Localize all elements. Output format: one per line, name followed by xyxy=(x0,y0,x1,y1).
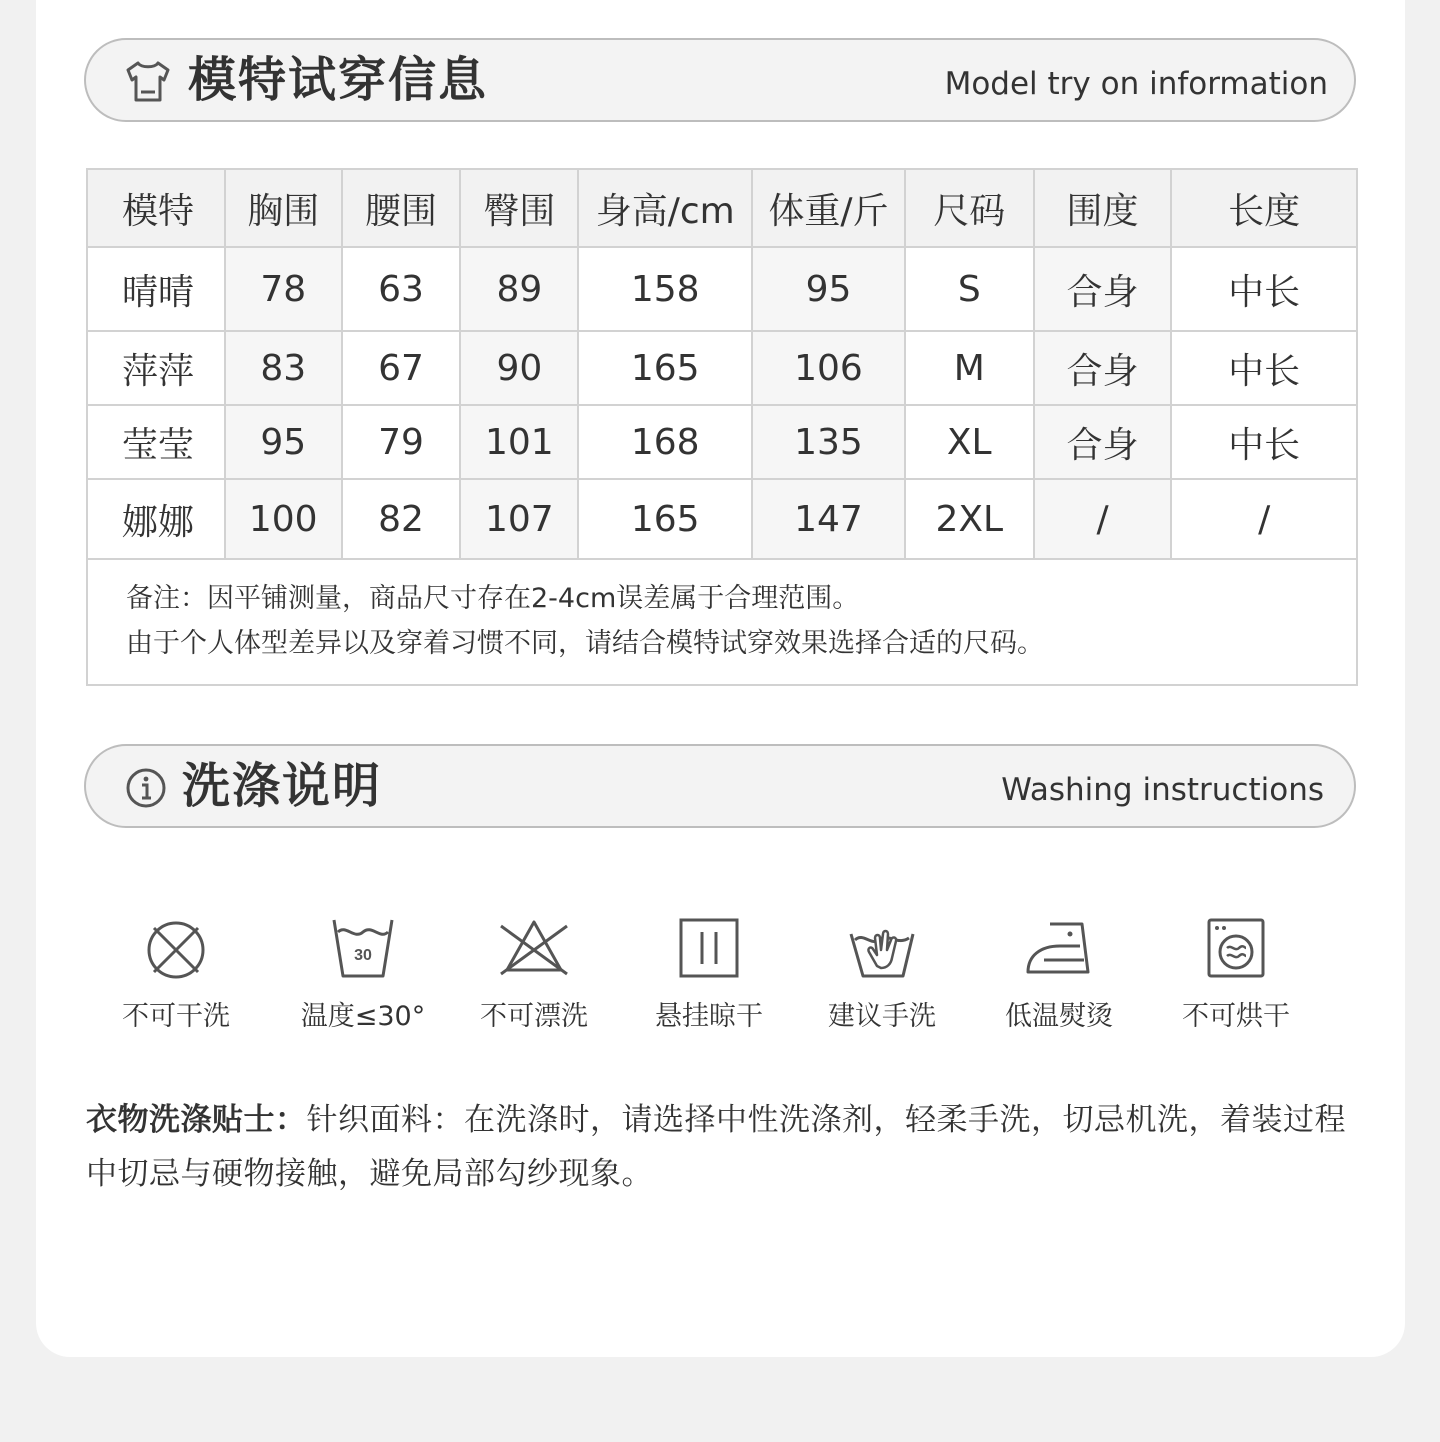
table-cell: 中长 xyxy=(1171,331,1357,405)
table-cell: 106 xyxy=(752,331,905,405)
wash-title: 洗涤说明 xyxy=(182,758,383,814)
note-line-1: 备注：因平铺测量，商品尺寸存在2-4cm误差属于合理范围。 xyxy=(126,583,860,614)
header-cell: 长度 xyxy=(1171,169,1357,247)
table-row xyxy=(87,405,1357,479)
table-cell: 95 xyxy=(225,405,342,479)
table-cell: 147 xyxy=(752,479,905,559)
wash-item xyxy=(454,912,614,1034)
wash-tips xyxy=(86,1093,1376,1201)
table-cell: 168 xyxy=(578,405,752,479)
wash-item xyxy=(629,912,789,1034)
table-cell: 79 xyxy=(342,405,461,479)
table-cell: 2XL xyxy=(905,479,1034,559)
model-info-subtitle: Model try on information xyxy=(944,66,1328,102)
table-cell: 165 xyxy=(578,479,752,559)
tips-text: 针织面料：在洗涤时，请选择中性洗涤剂，轻柔手洗，切忌机洗，着装过程中切忌与硬物接触，避免局部勾纱现象。 xyxy=(86,1102,1346,1192)
table-cell: 83 xyxy=(225,331,342,405)
table-cell: 158 xyxy=(578,247,752,331)
table-cell: M xyxy=(905,331,1034,405)
table-cell: 67 xyxy=(342,331,461,405)
wash-item xyxy=(1156,912,1316,1034)
table-cell: 合身 xyxy=(1034,247,1172,331)
wash-item xyxy=(979,912,1139,1034)
model-size-table xyxy=(86,168,1358,560)
wash-temp-label: 30 xyxy=(354,947,372,964)
table-row xyxy=(87,479,1357,559)
header-cell: 身高/cm xyxy=(578,169,752,247)
table-cell: 107 xyxy=(460,479,578,559)
wash-item xyxy=(802,912,962,1034)
table-row xyxy=(87,331,1357,405)
table-row xyxy=(87,247,1357,331)
info-icon xyxy=(124,766,170,810)
table-header-row xyxy=(87,169,1357,247)
wash-label: 低温熨烫 xyxy=(1005,1001,1113,1032)
table-cell: / xyxy=(1034,479,1172,559)
table-cell: XL xyxy=(905,405,1034,479)
wash-label: 不可漂洗 xyxy=(480,1001,588,1032)
wash-label: 建议手洗 xyxy=(828,1001,936,1032)
table-cell: 萍萍 xyxy=(87,331,225,405)
wash-header xyxy=(84,744,1356,828)
table-cell: 莹莹 xyxy=(87,405,225,479)
wash-icons-row xyxy=(0,912,1440,1042)
model-info-header xyxy=(84,38,1356,122)
header-cell: 尺码 xyxy=(905,169,1034,247)
note-line-2: 由于个人体型差异以及穿着习惯不同，请结合模特试穿效果选择合适的尺码。 xyxy=(126,628,1044,659)
header-cell: 模特 xyxy=(87,169,225,247)
model-info-title: 模特试穿信息 xyxy=(188,52,489,108)
hand-wash-icon xyxy=(847,912,917,982)
table-cell: 90 xyxy=(460,331,578,405)
table-cell: 合身 xyxy=(1034,405,1172,479)
table-cell: 中长 xyxy=(1171,247,1357,331)
tshirt-icon xyxy=(124,60,170,104)
table-cell: / xyxy=(1171,479,1357,559)
wash-label: 温度≤30° xyxy=(300,1001,426,1032)
table-cell: 娜娜 xyxy=(87,479,225,559)
table-cell: 晴晴 xyxy=(87,247,225,331)
table-cell: 82 xyxy=(342,479,461,559)
table-cell: 165 xyxy=(578,331,752,405)
table-cell: 78 xyxy=(225,247,342,331)
table-cell: 合身 xyxy=(1034,331,1172,405)
wash-item xyxy=(96,912,256,1034)
wash-label: 不可烘干 xyxy=(1182,1001,1290,1032)
wash-30-icon xyxy=(328,912,398,982)
no-dry-clean-icon xyxy=(141,912,211,982)
table-cell: 100 xyxy=(225,479,342,559)
wash-label: 不可干洗 xyxy=(122,1001,230,1032)
header-cell: 围度 xyxy=(1034,169,1172,247)
header-cell: 臀围 xyxy=(460,169,578,247)
table-cell: 101 xyxy=(460,405,578,479)
table-cell: 89 xyxy=(460,247,578,331)
wash-item xyxy=(283,912,443,1034)
table-cell: 135 xyxy=(752,405,905,479)
no-tumble-dry-icon xyxy=(1201,912,1271,982)
table-note xyxy=(86,558,1358,686)
tips-label: 衣物洗涤贴士： xyxy=(86,1102,307,1138)
low-iron-icon xyxy=(1024,912,1094,982)
hang-dry-icon xyxy=(674,912,744,982)
header-cell: 胸围 xyxy=(225,169,342,247)
table-cell: 95 xyxy=(752,247,905,331)
wash-label: 悬挂晾干 xyxy=(655,1001,763,1032)
wash-subtitle: Washing instructions xyxy=(1001,772,1324,808)
header-cell: 体重/斤 xyxy=(752,169,905,247)
no-bleach-icon xyxy=(499,912,569,982)
table-cell: 63 xyxy=(342,247,461,331)
table-cell: 中长 xyxy=(1171,405,1357,479)
table-cell: S xyxy=(905,247,1034,331)
header-cell: 腰围 xyxy=(342,169,461,247)
